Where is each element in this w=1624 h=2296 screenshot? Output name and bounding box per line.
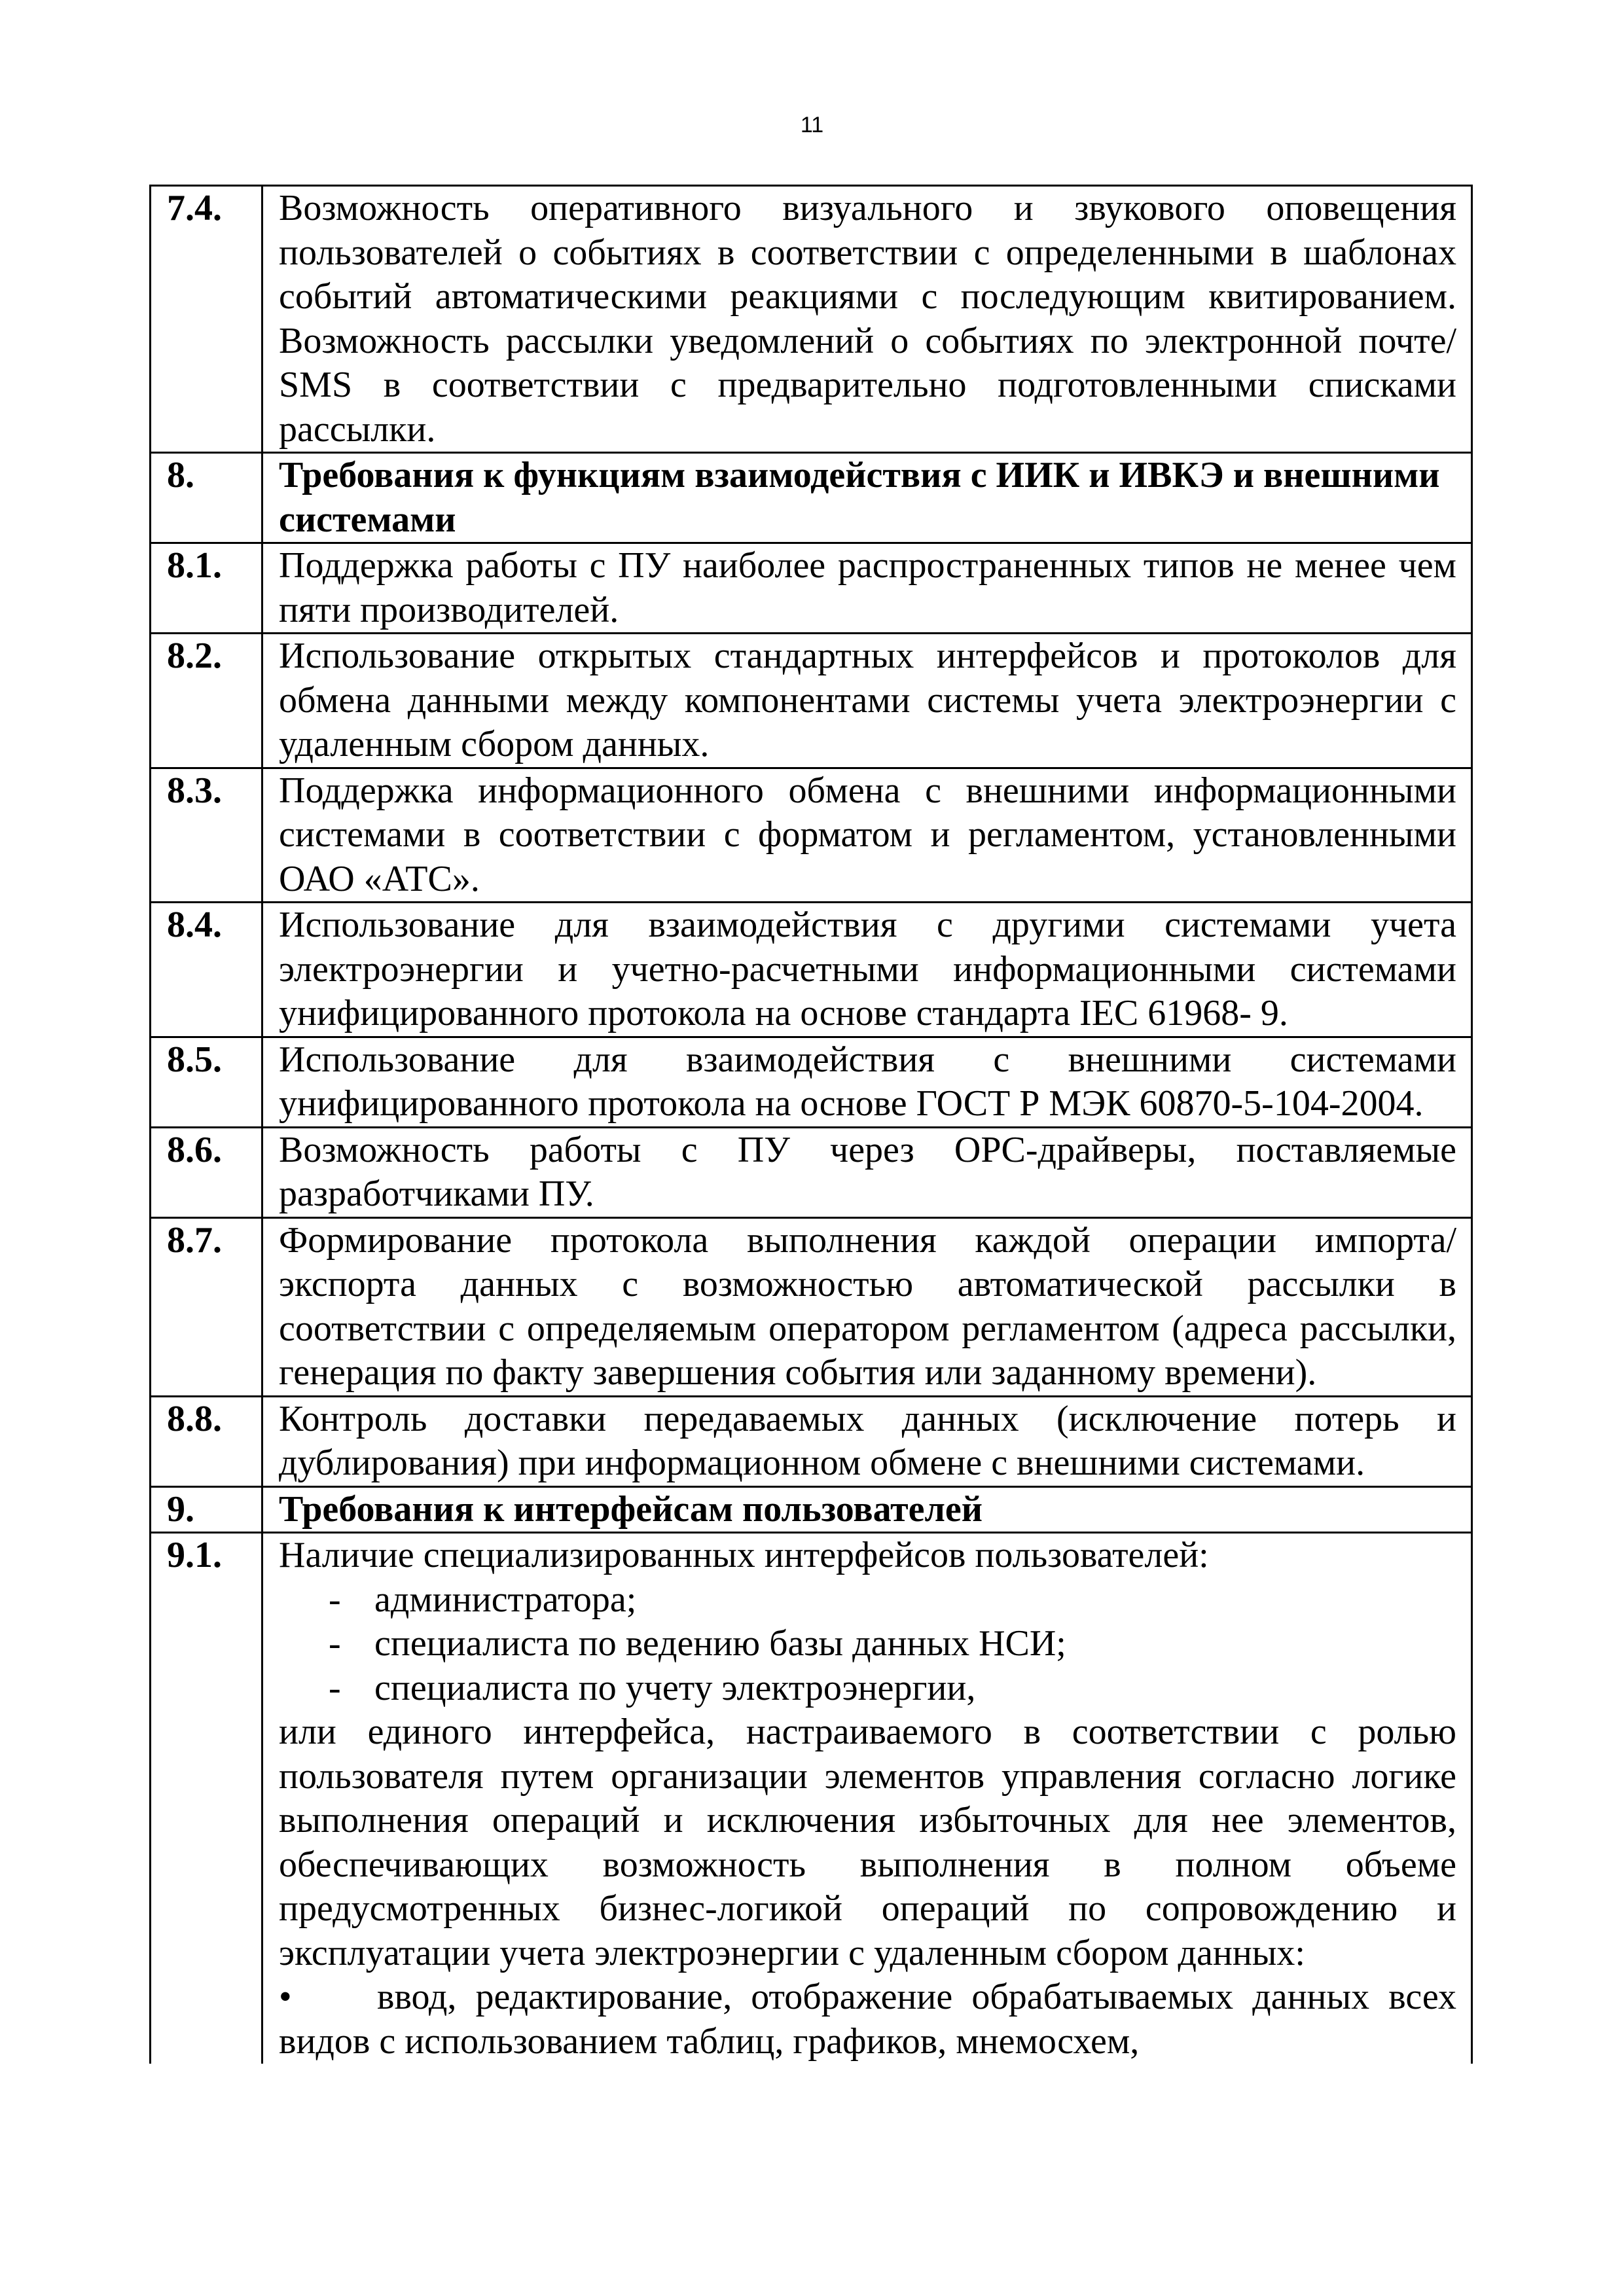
section-number: 9. [151,1486,262,1533]
list-item [279,1622,1456,1666]
item-intro: Наличие специализированных интерфейсов пользователей: [279,1535,1209,1575]
item-number: 8.2. [151,634,262,768]
table-row [151,1037,1472,1127]
section-heading-row [151,453,1472,543]
item-text: Возможность оперативного визуального и звукового оповещения пользователей о событиях в соответствии с определенными в шаблонах событий автоматическими реакциями с последующим квитированием. Возможность рассылки уведомлений о событиях по электронной почте/ SMS в соответствии с предварительно подготовленными списками рассылки. [262,186,1472,453]
table-row [151,1396,1472,1486]
dash-marker: - [329,1623,341,1664]
table-row [151,1127,1472,1217]
item-number: 8.3. [151,768,262,903]
list-item-text: администратора; [374,1579,637,1620]
item-number: 8.4. [151,903,262,1037]
table-row [151,1217,1472,1396]
item-number: 8.8. [151,1396,262,1486]
page-number: 11 [800,113,824,137]
bullet-item-text: ввод, редактирование, отображение обрабатываемых данных всех видов с использованием таблиц, графиков, мнемосхем, [279,1977,1456,2062]
table-row [151,768,1472,903]
list-item-text: специалиста по учету электроэнергии, [374,1667,976,1708]
dash-marker: - [329,1667,341,1708]
section-title: Требования к функциям взаимодействия с ИИК и ИВКЭ и внешними системами [262,453,1472,543]
section-number: 8. [151,453,262,543]
section-title: Требования к интерфейсам пользователей [262,1486,1472,1533]
item-text: Использование для взаимодействия с другими системами учета электроэнергии и учетно-расчетными информационными системами унифицированного протокола на основе стандарта IEC 61968- 9. [262,903,1472,1037]
dash-marker: - [329,1579,341,1620]
item-number: 8.6. [151,1127,262,1217]
item-number: 8.5. [151,1037,262,1127]
item-text: Использование открытых стандартных интерфейсов и протоколов для обмена данными между компонентами системы учета электроэнергии с удаленным сбором данных. [262,634,1472,768]
bullet-marker: • [279,1977,292,2017]
table-row [151,543,1472,634]
item-text: Возможность работы с ПУ через OPC-драйверы, поставляемые разработчиками ПУ. [262,1127,1472,1217]
item-number: 7.4. [151,186,262,453]
item-text: Поддержка работы с ПУ наиболее распространенных типов не менее чем пяти производителей. [262,543,1472,634]
item-text: Поддержка информационного обмена с внешними информационными системами в соответствии с форматом и регламентом, установленными ОАО «АТС». [262,768,1472,903]
list-item [279,1578,1456,1623]
requirements-table [149,185,1473,2064]
item-paragraph: или единого интерфейса, настраиваемого в соответствии с ролью пользователя путем организации элементов управления согласно логике выполнения операций и исключения избыточных для нее элементов, обеспечивающих возможность выполнения в полном объеме предусмотренных бизнес-логикой операций по сопровождению и эксплуатации учета электроэнергии с удаленным сбором данных: [279,1712,1456,1973]
item-number: 8.1. [151,543,262,634]
item-number: 9.1. [151,1533,262,2064]
item-text: Формирование протокола выполнения каждой операции импорта/ экспорта данных с возможностью автоматической рассылки в соответствии с определяемым оператором регламентом (адреса рассылки, генерация по факту завершения события или заданному времени). [262,1217,1472,1396]
table-row [151,1533,1472,2064]
table-row [151,186,1472,453]
item-text: Использование для взаимодействия с внешними системами унифицированного протокола на основе ГОСТ Р МЭК 60870-5-104-2004. [262,1037,1472,1127]
item-text: Контроль доставки передаваемых данных (исключение потерь и дублирования) при информационном обмене с внешними системами. [262,1396,1472,1486]
list-item-text: специалиста по ведению базы данных НСИ; [374,1623,1066,1664]
item-number: 8.7. [151,1217,262,1396]
section-heading-row [151,1486,1472,1533]
list-item [279,1666,1456,1711]
bullet-item [279,1975,1456,2064]
table-row [151,634,1472,768]
item-content [262,1533,1472,2064]
table-row [151,903,1472,1037]
